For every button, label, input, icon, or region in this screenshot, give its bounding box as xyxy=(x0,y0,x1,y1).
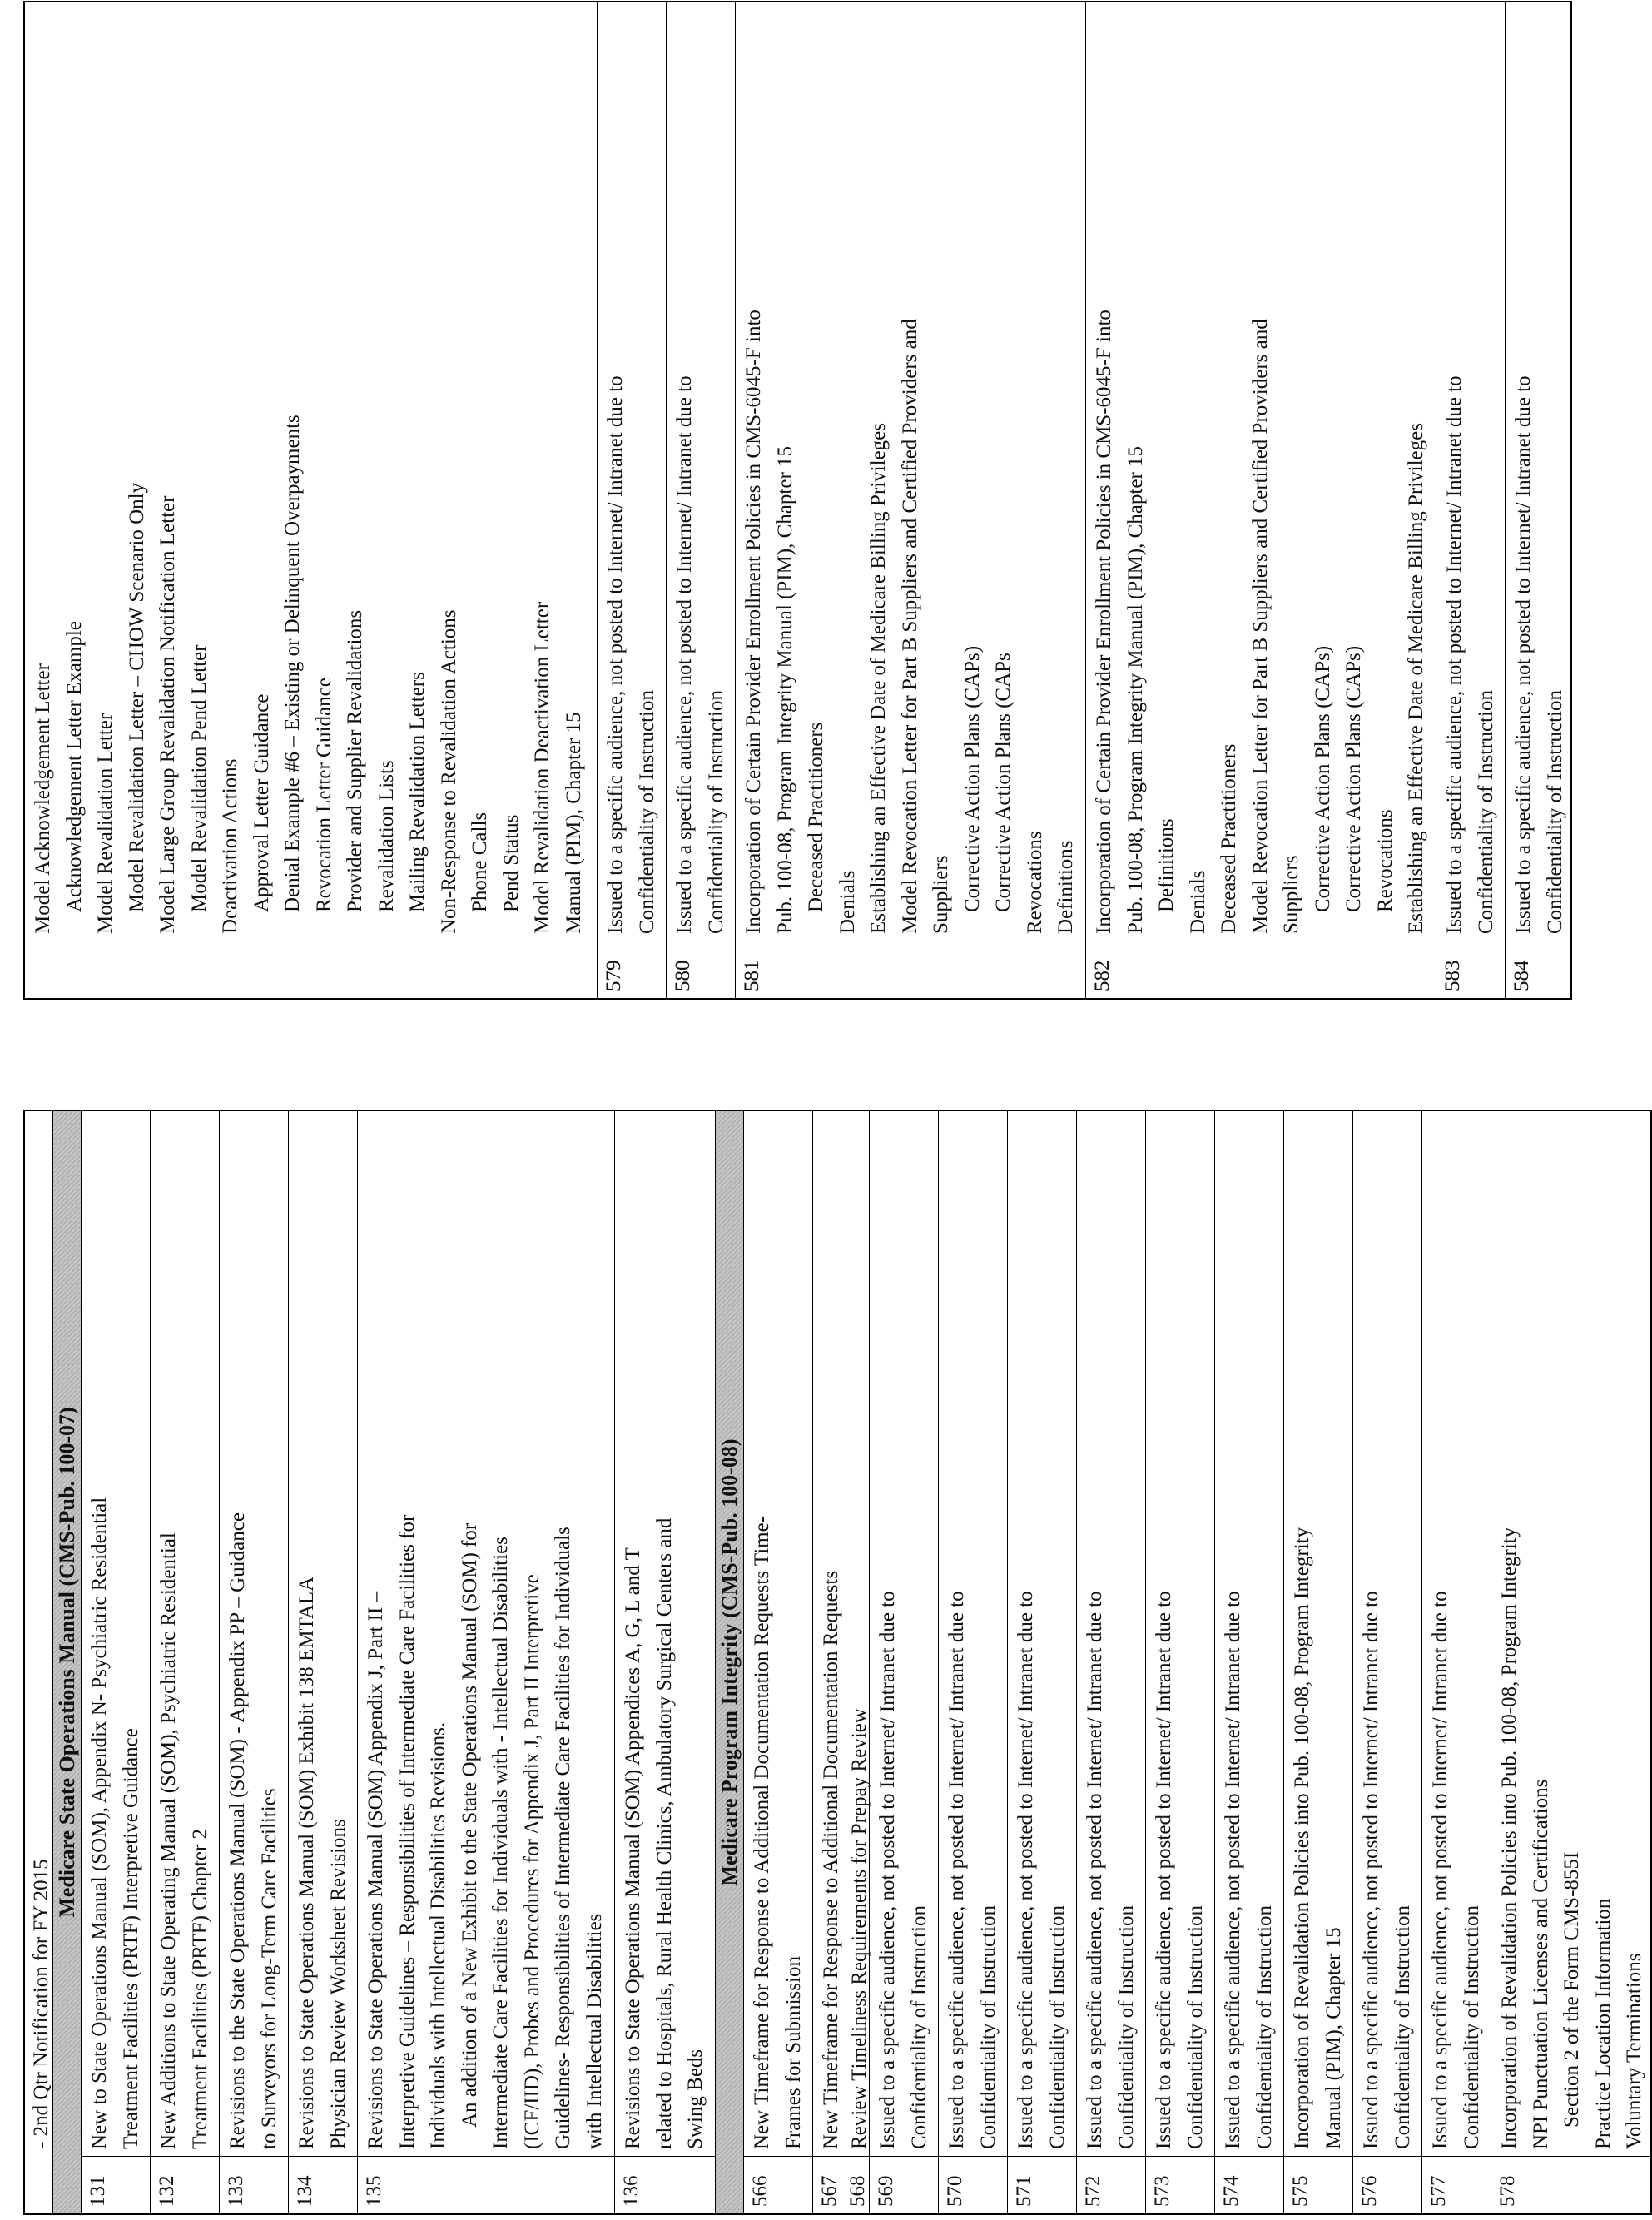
table-row xyxy=(1284,1111,1353,2213)
row-number-cell: 571 xyxy=(1008,2156,1076,2213)
description-line: Confidentiality of Instruction xyxy=(1460,1905,1483,2149)
description-line: Confidentiality of Instruction xyxy=(635,689,658,934)
description-line: Issued to a specific audience, not posted to Internet/ Intranet due to xyxy=(1153,1591,1175,2149)
description-line: Issued to a specific audience, not posted to Internet/ Intranet due to xyxy=(1443,375,1466,934)
description-line: New to State Operations Manual (SOM), Appendix N- Psychiatric Residential xyxy=(88,1497,111,2149)
description-line: with Intellectual Disabilities xyxy=(583,1913,606,2149)
description-line: Definitions xyxy=(1054,840,1077,934)
table-row xyxy=(1353,1111,1422,2213)
row-number-cell: 584 xyxy=(1506,941,1570,998)
row-description-cell xyxy=(1215,1111,1283,2156)
description-line: Model Revocation Letter for Part B Suppliers and Certified Providers and xyxy=(1248,319,1272,934)
description-line: New Additions to State Operating Manual (SOM), Psychiatric Residential xyxy=(157,1532,180,2149)
description-line: Provider and Supplier Revalidations xyxy=(344,609,366,912)
description-line: Guidelines- Responsibilities of Intermediate Care Facilities for Individuals xyxy=(552,1527,574,2149)
description-line: Revocation Letter Guidance xyxy=(312,678,335,912)
description-line: Acknowledgement Letter Example xyxy=(62,621,86,912)
description-line: Confidentiality of Instruction xyxy=(1543,689,1566,934)
description-line: Issued to a specific audience, not posted to Internet/ Intranet due to xyxy=(1222,1591,1244,2149)
description-line: An addition of a New Exhibit to the State Operations Manual (SOM) for xyxy=(458,1522,481,2128)
row-number-cell: 134 xyxy=(289,2156,357,2213)
description-line: NPI Punctuation Licenses and Certifications xyxy=(1529,1779,1552,2149)
description-line: Establishing an Effective Date of Medicare Billing Privileges xyxy=(867,423,890,934)
row-number-cell: 582 xyxy=(1086,941,1436,998)
description-line: Incorporation of Certain Provider Enrollment Policies in CMS-6045-F into xyxy=(1093,310,1115,934)
description-line: Confidentiality of Instruction xyxy=(1114,1905,1138,2149)
description-line: Voluntary Terminations xyxy=(1623,1953,1645,2149)
description-line: Model Revalidation Letter – CHOW Scenario Only xyxy=(125,482,148,912)
row-number-cell: 568 xyxy=(841,2156,876,2213)
table-row xyxy=(358,1111,615,2213)
table-row xyxy=(744,1111,813,2213)
row-description-cell xyxy=(1146,1111,1214,2156)
description-line: Revisions to State Operations Manual (SOM) Exhibit 138 EMTALA xyxy=(295,1576,318,2149)
row-description-cell xyxy=(82,1111,150,2156)
description-line: Issued to a specific audience, not posted to Internet/ Intranet due to xyxy=(876,1591,899,2149)
table-row xyxy=(736,2,1086,998)
description-line: Model Revalidation Deactivation Letter xyxy=(531,601,553,934)
description-line: Mailing Revalidation Letters xyxy=(406,672,429,912)
description-line: Non-Response to Revalidation Actions xyxy=(437,609,460,934)
row-number-cell: 574 xyxy=(1215,2156,1283,2213)
description-line: Confidentiality of Instruction xyxy=(704,689,727,934)
description-line: Confidentiality of Instruction xyxy=(1183,1905,1207,2149)
left-table xyxy=(23,1110,1652,2215)
description-line: Pend Status xyxy=(499,814,523,912)
row-description-cell xyxy=(598,2,666,941)
description-line: Individuals with Intellectual Disabilities Revisions. xyxy=(427,1721,449,2149)
table-row xyxy=(1422,1111,1491,2213)
description-line: Corrective Action Plans (CAPs) xyxy=(1342,645,1365,912)
description-line: Model Acknowledgement Letter xyxy=(32,663,54,934)
description-line: Section 2 of the Form CMS-855I xyxy=(1560,1851,1583,2128)
description-line: (ICF/IID), Probes and Procedures for Appendix J, Part II Interpretive xyxy=(520,1574,543,2149)
description-line: Issued to a specific audience, not posted to Internet/ Intranet due to xyxy=(1084,1591,1106,2149)
row-description-cell xyxy=(939,1111,1007,2156)
table-row xyxy=(1215,1111,1284,2213)
description-line: Establishing an Effective Date of Medicare Billing Privileges xyxy=(1405,423,1427,934)
description-line: Model Revalidation Letter xyxy=(94,713,117,934)
description-line: Corrective Action Plans (CAPs) xyxy=(1311,645,1334,912)
row-description-cell xyxy=(1422,1111,1491,2156)
row-number-cell: 131 xyxy=(82,2156,150,2213)
description-line: to Surveyors for Long-Term Care Facilities xyxy=(257,1788,280,2149)
description-line: Deceased Practitioners xyxy=(805,722,827,912)
row-number-cell: 583 xyxy=(1436,941,1505,998)
description-line: Manual (PIM), Chapter 15 xyxy=(562,712,585,934)
description-line: related to Hospitals, Rural Health Clinics, Ambulatory Surgical Centers and xyxy=(652,1517,676,2149)
notification-text: - 2nd Qtr Notification for FY 2015 xyxy=(30,1859,52,2148)
table-row xyxy=(1086,2,1436,998)
table-row xyxy=(870,1111,939,2213)
description-line: Revisions to State Operations Manual (SOM) Appendix J, Part II – xyxy=(365,1591,387,2149)
row-description-cell xyxy=(220,1111,288,2156)
description-line: Treatment Facilities (PRTF) Interpretive Guidance xyxy=(119,1728,142,2149)
section-title-pim: Medicare Program Integrity (CMS-Pub. 100-08) xyxy=(717,1438,742,1886)
table-row xyxy=(82,1111,151,2213)
description-line: Denial Example #6 – Existing or Delinquent Overpayments xyxy=(281,415,304,912)
description-line: Denials xyxy=(836,870,859,934)
row-number-cell: 577 xyxy=(1422,2156,1491,2213)
row-number-cell: 132 xyxy=(151,2156,219,2213)
description-line: New Timeframe for Response to Additional Documentation Requests xyxy=(820,1570,842,2149)
row-description-cell xyxy=(25,2,597,941)
row-description-cell xyxy=(289,1111,357,2156)
description-line: Denials xyxy=(1186,870,1209,934)
description-line: Confidentiality of Instruction xyxy=(1045,1905,1069,2149)
description-line: Manual (PIM), Chapter 15 xyxy=(1322,1927,1345,2149)
row-number-cell: 579 xyxy=(598,941,666,998)
row-description-cell xyxy=(744,1111,812,2156)
table-row xyxy=(615,1111,716,2213)
row-number-cell: 576 xyxy=(1353,2156,1421,2213)
description-line: Issued to a specific audience, not posted to Internet/ Intranet due to xyxy=(1429,1591,1451,2149)
table-row-continued xyxy=(25,2,598,998)
notification-row xyxy=(25,1111,53,2213)
description-line: Frames for Submission xyxy=(781,1956,805,2149)
description-line: Treatment Facilities (PRTF) Chapter 2 xyxy=(188,1828,211,2149)
description-line: Incorporation of Certain Provider Enrollment Policies in CMS-6045-F into xyxy=(742,310,765,934)
description-line: Pub. 100-08, Program Integrity Manual (PIM), Chapter 15 xyxy=(1124,445,1147,934)
section-header-som xyxy=(53,1111,82,2213)
table-row xyxy=(841,1111,870,2213)
description-line: Approval Letter Guidance xyxy=(250,693,273,912)
description-line: Confidentiality of Instruction xyxy=(976,1905,1000,2149)
row-number-cell: 575 xyxy=(1284,2156,1352,2213)
table-row xyxy=(813,1111,841,2213)
row-description-cell xyxy=(151,1111,219,2156)
description-line: Confidentiality of Instruction xyxy=(1474,689,1497,934)
description-line: Pub. 100-08, Program Integrity Manual (PIM), Chapter 15 xyxy=(773,445,796,934)
section-title-som: Medicare State Operations Manual (CMS-Pub. 100-07) xyxy=(55,1407,79,1918)
row-number-cell: 573 xyxy=(1146,2156,1214,2213)
right-table xyxy=(23,1,1572,1000)
description-line: Issued to a specific audience, not posted to Internet/ Intranet due to xyxy=(945,1591,968,2149)
table-row xyxy=(1008,1111,1077,2213)
row-description-cell xyxy=(1506,2,1570,941)
description-line: Definitions xyxy=(1155,818,1178,912)
description-line: Corrective Action Plans (CAPs xyxy=(992,653,1015,912)
row-number-cell: 135 xyxy=(358,2156,614,2213)
description-line: Confidentiality of Instruction xyxy=(1391,1905,1414,2149)
row-description-cell xyxy=(1077,1111,1145,2156)
table-row xyxy=(1436,2,1506,998)
description-line: Practice Location Information xyxy=(1591,1898,1615,2149)
description-line: Model Revocation Letter for Part B Suppliers and Certified Providers and xyxy=(898,319,921,934)
description-line: Phone Calls xyxy=(469,812,491,912)
row-description-cell xyxy=(870,1111,938,2156)
row-number-cell: 569 xyxy=(870,2156,938,2213)
table-row xyxy=(220,1111,289,2213)
row-number-cell: 570 xyxy=(939,2156,1007,2213)
row-number-cell: 566 xyxy=(744,2156,812,2213)
description-line: Model Revalidation Pend Letter xyxy=(187,644,211,912)
description-line: Swing Beds xyxy=(684,2049,707,2149)
row-number-cell: 580 xyxy=(667,941,735,998)
description-line: Corrective Action Plans (CAPs) xyxy=(960,645,984,912)
description-line: Issued to a specific audience, not posted to Internet/ Intranet due to xyxy=(1512,375,1535,934)
row-description-cell xyxy=(1436,2,1505,941)
table-row xyxy=(1491,1111,1650,2213)
table-row xyxy=(1077,1111,1146,2213)
row-description-cell xyxy=(1008,1111,1076,2156)
description-line: Incorporation of Revalidation Policies into Pub. 100-08, Program Integrity xyxy=(1498,1527,1521,2149)
description-line: Interpretive Guidelines – Responsibilities of Intermediate Care Facilities for xyxy=(395,1514,419,2149)
description-line: Issued to a specific audience, not posted to Internet/ Intranet due to xyxy=(604,375,627,934)
row-description-cell xyxy=(1086,2,1436,941)
description-line: Confidentiality of Instruction xyxy=(907,1905,930,2149)
row-description-cell xyxy=(1353,1111,1421,2156)
description-line: Deceased Practitioners xyxy=(1218,743,1240,934)
description-line: Revocations xyxy=(1023,831,1046,934)
row-description-cell xyxy=(1284,1111,1352,2156)
table-row xyxy=(151,1111,220,2213)
row-description-cell xyxy=(1491,1111,1650,2156)
table-row xyxy=(667,2,736,998)
description-line: Revisions to State Operations Manual (SOM) Appendices A, G, L and T xyxy=(622,1547,644,2149)
section-header-pim xyxy=(716,1111,744,2213)
row-description-cell xyxy=(358,1111,614,2156)
row-number-cell: 572 xyxy=(1077,2156,1145,2213)
description-line: Confidentiality of Instruction xyxy=(1253,1905,1276,2149)
row-description-cell xyxy=(736,2,1085,941)
description-line: Model Large Group Revalidation Notification Letter xyxy=(156,495,179,934)
description-line: Revalidation Lists xyxy=(375,760,398,912)
description-line: Revisions to the State Operations Manual (SOM) - Appendix PP – Guidance xyxy=(226,1512,249,2149)
row-number-cell xyxy=(25,941,597,998)
description-line: Revocations xyxy=(1373,809,1397,912)
description-line: Suppliers xyxy=(1280,855,1302,934)
row-number-cell: 581 xyxy=(736,941,1085,998)
description-line: Issued to a specific audience, not posted to Internet/ Intranet due to xyxy=(1015,1591,1037,2149)
row-number-cell: 136 xyxy=(615,2156,715,2213)
table-row xyxy=(939,1111,1008,2213)
table-row xyxy=(598,2,667,998)
description-line: Incorporation of Revalidation Policies into Pub. 100-08, Program Integrity xyxy=(1291,1527,1313,2149)
row-description-cell xyxy=(667,2,735,941)
description-line: Deactivation Actions xyxy=(219,758,241,934)
description-line: Issued to a specific audience, not posted to Internet/ Intranet due to xyxy=(673,375,696,934)
row-number-cell: 133 xyxy=(220,2156,288,2213)
description-line: New Timeframe for Response to Additional Documentation Requests Time- xyxy=(751,1515,773,2149)
row-description-cell xyxy=(615,1111,715,2156)
row-number-cell: 567 xyxy=(813,2156,847,2213)
description-line: Review Timeliness Requirements for Prepay Review xyxy=(848,1708,871,2149)
table-row xyxy=(1506,2,1570,998)
table-row xyxy=(289,1111,358,2213)
description-line: Suppliers xyxy=(930,855,952,934)
row-number-cell: 578 xyxy=(1491,2156,1650,2213)
table-row xyxy=(1146,1111,1215,2213)
description-line: Intermediate Care Facilities for Individuals with - Intellectual Disabilities xyxy=(489,1537,512,2149)
description-line: Physician Review Worksheet Revisions xyxy=(326,1819,350,2149)
description-line: Issued to a specific audience, not posted to Internet/ Intranet due to xyxy=(1360,1591,1382,2149)
